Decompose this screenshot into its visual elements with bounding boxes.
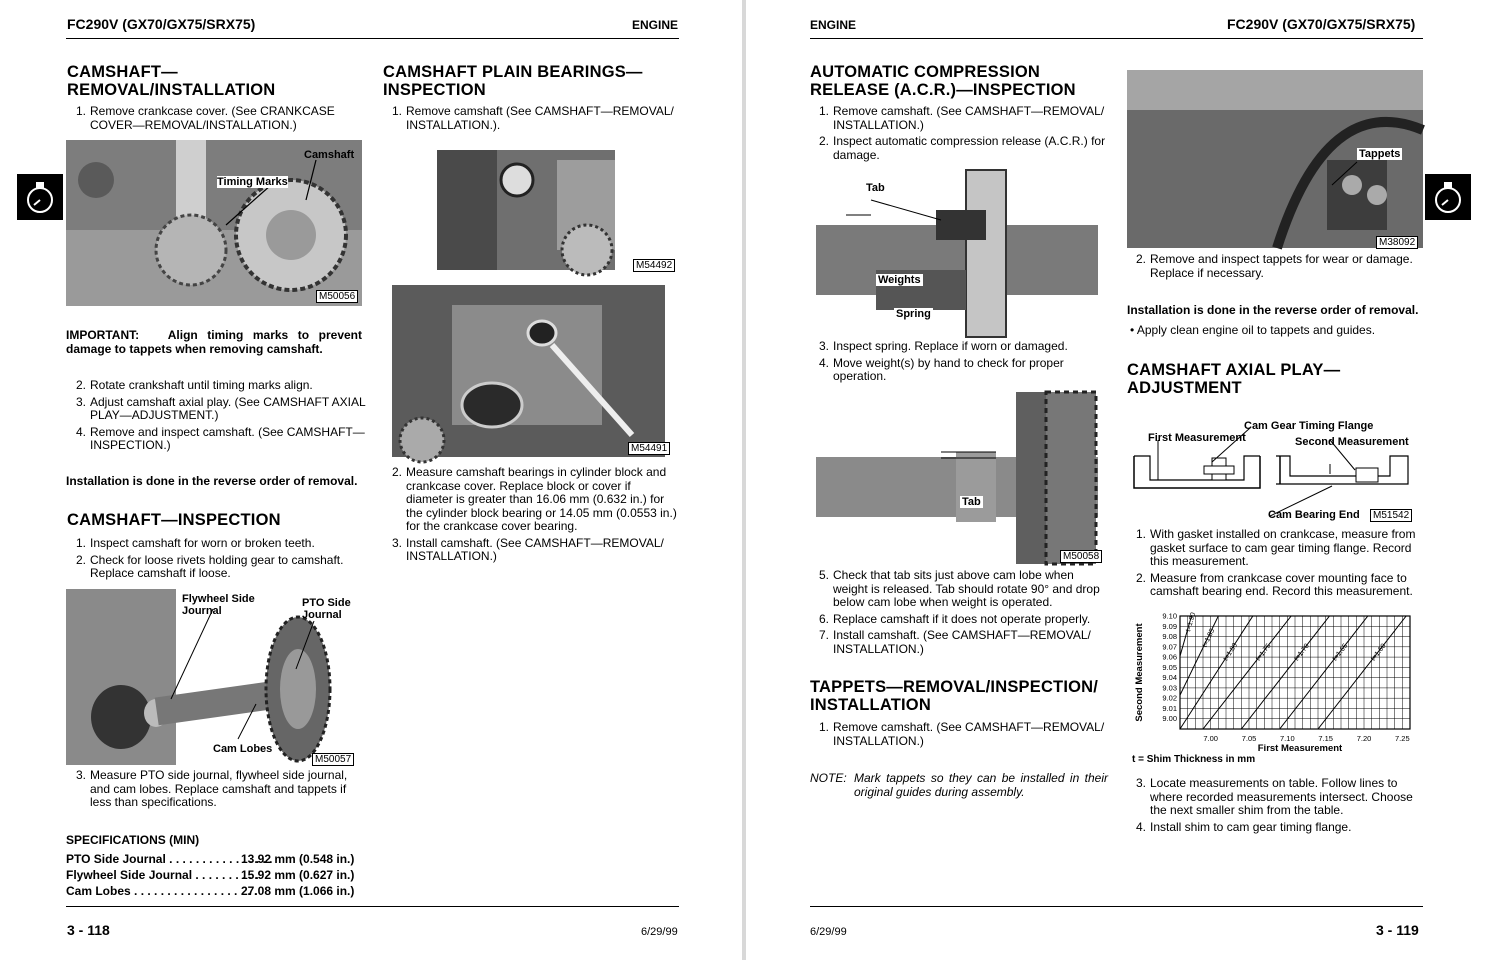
section-title-camshaft-inspection: CAMSHAFT—INSPECTION [67, 511, 281, 529]
acr-steps-1 [809, 105, 1109, 165]
diagram-label-first: First Measurement [1148, 432, 1246, 444]
bearing-photo-1 [437, 150, 615, 270]
right-page [746, 0, 1487, 960]
reverse-order-note: Installation is done in the reverse order of removal. [66, 474, 358, 488]
list-item: 3. Install camshaft. (See CAMSHAFT—REMOVAL/ INSTALLATION.) [392, 535, 664, 563]
page-header-model: FC290V (GX70/GX75/SRX75) [1227, 16, 1416, 32]
x-tick-label: 7.10 [1280, 734, 1295, 743]
page-number: 3 - 119 [1376, 922, 1419, 938]
shim-line-label: t=1.60 [1369, 642, 1388, 663]
section-title-camshaft-removal: CAMSHAFT— REMOVAL/INSTALLATION [67, 63, 276, 99]
list-item: 5. Check that tab sits just above cam lobe when weight is released. Tab should rotate 90° and drop below cam lobe when weight is operated. [819, 568, 1100, 609]
tappets-photo [1127, 70, 1423, 248]
tappet-steps-1 [809, 721, 1109, 751]
list-item: 2. Measure from crankcase cover mounting face to camshaft bearing end. Record this measurement. [1136, 570, 1413, 598]
y-tick-label: 9.07 [1162, 642, 1177, 652]
shim-line-label: t=1.70 [1293, 642, 1311, 663]
engine-section-icon [1425, 174, 1471, 220]
list-item: 1. Remove camshaft (See CAMSHAFT—REMOVAL/ INSTALLATION.). [392, 104, 674, 132]
engine-section-icon [17, 174, 63, 220]
header-rule [66, 38, 679, 39]
page-header-section: ENGINE [632, 18, 679, 32]
y-tick-label: 9.06 [1162, 652, 1177, 662]
diagram-label-second: Second Measurement [1295, 436, 1409, 448]
page-number: 3 - 118 [67, 922, 110, 938]
shim-line-label: t=1.80 [1222, 641, 1240, 663]
list-item: 2. Remove and inspect tappets for wear or damage. Replace if necessary. [1136, 252, 1413, 280]
figure-label-tab: Tab [866, 182, 885, 194]
header-rule [810, 38, 1423, 39]
specifications-table [66, 851, 362, 899]
axial-play-diagram [1130, 418, 1420, 522]
acr-photo [816, 170, 1098, 337]
tappet-note: NOTE: Mark tappets so they can be installed in their original guides during assembly. [810, 771, 1108, 799]
section-title-acr: AUTOMATIC COMPRESSION RELEASE (A.C.R.)—INSPECTION [810, 63, 1076, 99]
figure-code: M38092 [1376, 236, 1418, 249]
shim-line-label: t=1.85 [1201, 627, 1217, 649]
figure-label-timing-marks: Timing Marks [217, 176, 288, 188]
figure-code: M51542 [1370, 509, 1412, 522]
figure-label-spring: Spring [896, 308, 931, 320]
spec-row: Cam Lobes . . . . . . . . . . . . . . . . . . . 27.08 mm (1.066 in.) [66, 884, 355, 898]
list-item: 4. Install shim to cam gear timing flange. [1136, 819, 1352, 834]
figure-label-tab: Tab [962, 496, 981, 508]
section-title-plain-bearings: CAMSHAFT PLAIN BEARINGS— INSPECTION [383, 63, 643, 99]
shim-line-label: t=1.65 [1331, 642, 1350, 663]
section-title-tappets: TAPPETS—REMOVAL/INSPECTION/ INSTALLATION [810, 678, 1099, 714]
shim-line [1318, 616, 1406, 729]
axial-steps-1 [1126, 528, 1426, 602]
figure-code: M54492 [633, 259, 675, 272]
y-tick-label: 9.08 [1162, 632, 1177, 642]
page-date: 6/29/99 [810, 926, 847, 938]
inspection-steps-1 [66, 537, 366, 584]
spec-row: Flywheel Side Journal . . . . . . . . . . 15.92 mm (0.627 in.) [66, 868, 355, 882]
y-tick-label: 9.02 [1162, 693, 1177, 703]
list-item: 7. Install camshaft. (See CAMSHAFT—REMOVAL/ INSTALLATION.) [819, 628, 1091, 656]
list-item: 4. Move weight(s) by hand to check for proper operation. [819, 355, 1064, 383]
tappet-bullet: • Apply clean engine oil to tappets and guides. [1130, 323, 1376, 337]
specifications-title: SPECIFICATIONS (MIN) [66, 833, 200, 847]
reverse-order-note: Installation is done in the reverse order of removal. [1127, 303, 1419, 317]
figure-code: M50056 [316, 290, 358, 303]
diagram-label-bearing: Cam Bearing End [1268, 509, 1360, 521]
camshaft-journal-photo [66, 589, 354, 765]
x-tick-label: 7.15 [1318, 734, 1333, 743]
section-title-axial-play: CAMSHAFT AXIAL PLAY— ADJUSTMENT [1127, 361, 1341, 397]
figure-label-pto-side: PTO Side Journal [302, 597, 351, 621]
tappet-steps-2 [1126, 253, 1426, 283]
removal-steps-2 [66, 379, 366, 456]
figure-code: M50057 [312, 753, 354, 766]
left-page [0, 0, 742, 960]
inspection-steps-2 [66, 769, 366, 813]
list-item: 2. Inspect automatic compression release (A.C.R.) for damage. [819, 134, 1106, 162]
list-item: 1. With gasket installed on crankcase, measure from gasket surface to cam gear timing flange. Record this measurement. [1136, 527, 1416, 568]
important-notice: IMPORTANT: Align timing marks to prevent damage to tappets when removing camshaft. [66, 328, 362, 356]
page-date: 6/29/99 [641, 926, 678, 938]
y-tick-label: 9.09 [1162, 621, 1177, 631]
y-axis-label: Second Measurement [1134, 623, 1145, 722]
list-item: 2. Rotate crankshaft until timing marks align. [76, 378, 313, 392]
y-tick-label: 9.04 [1162, 673, 1177, 683]
figure-label-flywheel-side: Flywheel Side Journal [182, 593, 255, 617]
list-item: 2. Measure camshaft bearings in cylinder block and crankcase cover. Replace block or cover if diameter is greater than 16.06 mm (0.632 in.) for the cylinder block bearing or 14.05 mm (0.0553 in.) for the crankcase cover bearing. [392, 465, 677, 533]
shim-line [1241, 616, 1329, 729]
page-header-section: ENGINE [810, 18, 857, 32]
list-item: 3. Inspect spring. Replace if worn or damaged. [819, 339, 1068, 353]
figure-label-tappets: Tappets [1359, 148, 1401, 160]
x-tick-label: 7.25 [1395, 734, 1410, 743]
y-tick-label: 9.00 [1162, 714, 1177, 724]
shim-line-label: t=1.90 [1185, 611, 1198, 633]
bearing-steps-1 [382, 105, 679, 135]
list-item: 1. Remove camshaft. (See CAMSHAFT—REMOVAL/ INSTALLATION.) [819, 104, 1105, 132]
footer-rule [66, 906, 679, 907]
spec-row: PTO Side Journal . . . . . . . . . . . . . . . . 13.92 mm (0.548 in.) [66, 852, 355, 866]
removal-steps-1 [66, 105, 366, 135]
list-item: 3. Measure PTO side journal, flywheel side journal, and cam lobes. Replace camshaft and tappets if less than specifications. [76, 768, 348, 809]
page-header-model: FC290V (GX70/GX75/SRX75) [67, 16, 256, 32]
acr-steps-2 [809, 340, 1109, 387]
x-tick-label: 7.00 [1203, 734, 1218, 743]
figure-code: M54491 [628, 442, 670, 455]
chart-legend-note: t = Shim Thickness in mm [1132, 754, 1256, 765]
y-tick-label: 9.05 [1162, 662, 1177, 672]
axial-steps-2 [1126, 777, 1426, 837]
list-item: 4. Remove and inspect camshaft. (See CAMSHAFT—INSPECTION.) [76, 424, 365, 452]
y-tick-label: 9.10 [1162, 611, 1177, 621]
camshaft-photo [66, 140, 362, 306]
shim-chart [1130, 608, 1430, 770]
list-item: 3. Locate measurements on table. Follow lines to where recorded measurements intersect. Choose the next smaller shim from the table. [1136, 776, 1413, 817]
x-tick-label: 7.05 [1241, 734, 1257, 743]
list-item: 1. Remove crankcase cover. (See CRANKCASE COVER—REMOVAL/INSTALLATION.) [76, 104, 335, 132]
acr-steps-3 [809, 569, 1109, 659]
footer-rule [810, 906, 1423, 907]
list-item: 1. Remove camshaft. (See CAMSHAFT—REMOVAL/ INSTALLATION.) [819, 720, 1105, 748]
y-tick-label: 9.01 [1162, 703, 1177, 713]
x-axis-label: First Measurement [1257, 743, 1343, 754]
diagram-label-flange: Cam Gear Timing Flange [1244, 420, 1374, 432]
x-tick-label: 7.20 [1356, 734, 1372, 743]
bearing-photo-2 [392, 285, 665, 457]
shim-chart-svg [1130, 608, 1430, 770]
shim-line-label: t=1.75 [1254, 642, 1273, 663]
y-tick-label: 9.03 [1162, 683, 1177, 693]
figure-code: M50058 [1060, 550, 1102, 563]
figure-label-camshaft: Camshaft [304, 149, 355, 161]
list-item: 3. Adjust camshaft axial play. (See CAMSHAFT AXIAL PLAY—ADJUSTMENT.) [76, 394, 366, 422]
bearing-steps-2 [382, 466, 679, 567]
acr-tab-photo [816, 392, 1098, 564]
list-item: 1. Inspect camshaft for worn or broken teeth. [76, 536, 315, 550]
shim-line [1280, 616, 1368, 729]
list-item: 6. Replace camshaft if it does not operate properly. [819, 611, 1091, 626]
figure-label-weights: Weights [878, 274, 921, 286]
list-item: 2. Check for loose rivets holding gear to camshaft. Replace camshaft if loose. [76, 552, 344, 580]
figure-label-cam-lobes: Cam Lobes [213, 743, 273, 755]
